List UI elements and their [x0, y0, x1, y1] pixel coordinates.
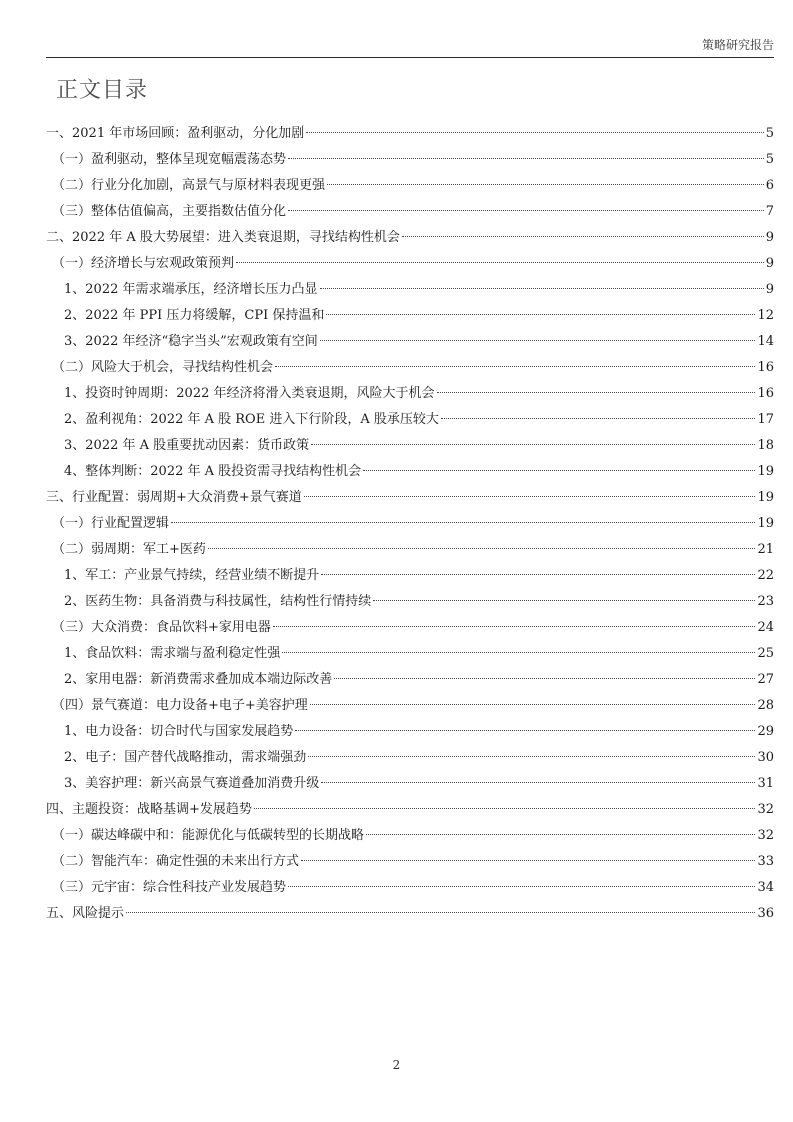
toc-entry-title: 2、盈利视角：2022 年 A 股 ROE 进入下行阶段，A 股承压较大	[64, 412, 439, 427]
toc-entry-title: （一）盈利驱动，整体呈现宽幅震荡态势	[52, 152, 287, 167]
running-header: 策略研究报告	[701, 38, 774, 52]
toc-dot-leader	[208, 548, 756, 549]
toc-entry[interactable]	[46, 251, 774, 277]
toc-entry[interactable]	[46, 329, 774, 355]
toc-dot-leader	[306, 132, 764, 133]
toc-entry-page: 25	[757, 646, 774, 661]
toc-entry-title: 二、2022 年 A 股大势展望：进入类衰退期，寻找结构性机会	[46, 230, 400, 245]
toc-entry-page: 16	[757, 386, 774, 401]
toc-entry[interactable]	[46, 537, 774, 563]
toc-entry-page: 9	[765, 282, 774, 297]
toc-entry-page: 17	[757, 412, 774, 427]
toc-entry-title: 3、2022 年经济“稳字当头”宏观政策有空间	[64, 334, 318, 349]
toc-dot-leader	[334, 678, 755, 679]
toc-entry-page: 31	[757, 776, 774, 791]
toc-entry[interactable]	[46, 615, 774, 641]
header-divider	[46, 57, 774, 58]
toc-entry-title: （二）风险大于机会，寻找结构性机会	[52, 360, 274, 375]
toc-entry-page: 32	[757, 828, 774, 843]
toc-entry-page: 9	[765, 256, 774, 271]
toc-entry-title: （一）经济增长与宏观政策预判	[52, 256, 235, 271]
toc-entry[interactable]	[46, 173, 774, 199]
toc-entry-page: 34	[757, 880, 774, 895]
toc-entry-page: 23	[757, 594, 774, 609]
toc-entry[interactable]	[46, 797, 774, 823]
toc-entry-page: 6	[765, 178, 774, 193]
toc-entry-title: （二）行业分化加剧，高景气与原材料表现更强	[52, 178, 326, 193]
toc-dot-leader	[320, 288, 764, 289]
toc-entry-title: 1、电力设备：切合时代与国家发展趋势	[64, 724, 294, 739]
toc-entry[interactable]	[46, 693, 774, 719]
toc-entry-page: 5	[765, 152, 774, 167]
toc-entry-title: 五、风险提示	[46, 906, 125, 921]
toc-dot-leader	[327, 184, 764, 185]
toc-entry-title: （三）元宇宙：综合性科技产业发展趋势	[52, 880, 287, 895]
toc-dot-leader	[311, 444, 755, 445]
toc-entry-page: 12	[757, 308, 774, 323]
toc-entry[interactable]	[46, 511, 774, 537]
toc-entry-page: 30	[757, 750, 774, 765]
toc-dot-leader	[320, 340, 756, 341]
toc-dot-leader	[126, 912, 755, 913]
toc-dot-leader	[308, 756, 755, 757]
toc-entry[interactable]	[46, 303, 774, 329]
toc-dot-leader	[326, 314, 755, 315]
toc-entry-title: 4、整体判断：2022 年 A 股投资需寻找结构性机会	[64, 464, 362, 479]
toc-entry-title: 四、主题投资：战略基调+发展趋势	[46, 802, 252, 817]
toc-entry[interactable]	[46, 381, 774, 407]
toc-entry-page: 18	[757, 438, 774, 453]
toc-entry-page: 28	[757, 698, 774, 713]
toc-dot-leader	[288, 886, 755, 887]
toc-entry[interactable]	[46, 199, 774, 225]
toc-entry-title: 2、电子：国产替代战略推动，需求端强劲	[64, 750, 307, 765]
toc-entry[interactable]	[46, 121, 774, 147]
toc-entry-page: 29	[757, 724, 774, 739]
toc-entry[interactable]	[46, 875, 774, 901]
toc-entry[interactable]	[46, 147, 774, 173]
toc-entry[interactable]	[46, 485, 774, 511]
toc-dot-leader	[363, 470, 755, 471]
toc-entry-page: 33	[757, 854, 774, 869]
toc-entry[interactable]	[46, 277, 774, 303]
toc-list	[46, 121, 774, 927]
toc-dot-leader	[366, 834, 755, 835]
toc-entry-title: 3、2022 年 A 股重要扰动因素：货币政策	[64, 438, 310, 453]
toc-entry[interactable]	[46, 719, 774, 745]
toc-entry[interactable]	[46, 823, 774, 849]
toc-entry[interactable]	[46, 667, 774, 693]
toc-entry[interactable]	[46, 563, 774, 589]
toc-entry[interactable]	[46, 589, 774, 615]
toc-dot-leader	[402, 236, 764, 237]
toc-entry-title: 1、2022 年需求端承压，经济增长压力凸显	[64, 282, 318, 297]
toc-dot-leader	[304, 496, 756, 497]
toc-entry-title: （三）大众消费：食品饮料+家用电器	[52, 620, 271, 635]
toc-entry[interactable]	[46, 849, 774, 875]
toc-entry-page: 5	[765, 126, 774, 141]
toc-entry-title: （一）行业配置逻辑	[52, 516, 170, 531]
toc-entry-page: 9	[765, 230, 774, 245]
toc-entry-title: 1、军工：产业景气持续，经营业绩不断提升	[64, 568, 320, 583]
toc-entry[interactable]	[46, 407, 774, 433]
toc-entry[interactable]	[46, 459, 774, 485]
toc-dot-leader	[236, 262, 764, 263]
toc-entry[interactable]	[46, 433, 774, 459]
toc-entry[interactable]	[46, 901, 774, 927]
toc-entry-title: 2、家用电器：新消费需求叠加成本端边际改善	[64, 672, 333, 687]
toc-entry-page: 16	[757, 360, 774, 375]
toc-entry[interactable]	[46, 355, 774, 381]
toc-dot-leader	[295, 730, 755, 731]
toc-dot-leader	[441, 418, 756, 419]
toc-entry-page: 19	[757, 516, 774, 531]
toc-entry[interactable]	[46, 225, 774, 251]
toc-dot-leader	[310, 704, 756, 705]
toc-entry-page: 21	[757, 542, 774, 557]
toc-dot-leader	[275, 366, 755, 367]
toc-entry[interactable]	[46, 641, 774, 667]
toc-dot-leader	[437, 392, 756, 393]
toc-entry-title: （三）整体估值偏高，主要指数估值分化	[52, 204, 287, 219]
toc-entry-page: 7	[765, 204, 774, 219]
toc-entry[interactable]	[46, 745, 774, 771]
toc-entry-title: 一、2021 年市场回顾：盈利驱动，分化加剧	[46, 126, 305, 141]
toc-entry-title: 3、美容护理：新兴高景气赛道叠加消费升级	[64, 776, 320, 791]
toc-entry-page: 14	[757, 334, 774, 349]
toc-entry-page: 32	[757, 802, 774, 817]
toc-dot-leader	[373, 600, 755, 601]
toc-dot-leader	[288, 210, 764, 211]
toc-dot-leader	[273, 626, 756, 627]
toc-entry-title: （一）碳达峰碳中和：能源优化与低碳转型的长期战略	[52, 828, 365, 843]
toc-entry-page: 19	[757, 464, 774, 479]
toc-entry-title: 1、食品饮料：需求端与盈利稳定性强	[64, 646, 281, 661]
toc-dot-leader	[171, 522, 755, 523]
toc-entry-page: 22	[757, 568, 774, 583]
toc-dot-leader	[321, 782, 755, 783]
toc-entry-title: 三、行业配置：弱周期+大众消费+景气赛道	[46, 490, 302, 505]
toc-dot-leader	[301, 860, 755, 861]
toc-entry-title: 2、2022 年 PPI 压力将缓解，CPI 保持温和	[64, 308, 325, 323]
toc-entry-title: （二）弱周期：军工+医药	[52, 542, 206, 557]
toc-entry-title: 2、医药生物：具备消费与科技属性，结构性行情持续	[64, 594, 372, 609]
toc-dot-leader	[282, 652, 755, 653]
toc-entry-page: 36	[757, 906, 774, 921]
toc-entry-title: 1、投资时钟周期：2022 年经济将滑入类衰退期，风险大于机会	[64, 386, 435, 401]
toc-dot-leader	[321, 574, 755, 575]
toc-entry-title: （二）智能汽车：确定性强的未来出行方式	[52, 854, 300, 869]
toc-entry-page: 27	[757, 672, 774, 687]
toc-entry-page: 19	[757, 490, 774, 505]
toc-entry-title: （四）景气赛道：电力设备+电子+美容护理	[52, 698, 308, 713]
toc-dot-leader	[288, 158, 764, 159]
page-number: 2	[392, 1058, 401, 1072]
toc-title: 正文目录	[56, 78, 149, 103]
toc-entry[interactable]	[46, 771, 774, 797]
toc-dot-leader	[254, 808, 756, 809]
toc-entry-page: 24	[757, 620, 774, 635]
